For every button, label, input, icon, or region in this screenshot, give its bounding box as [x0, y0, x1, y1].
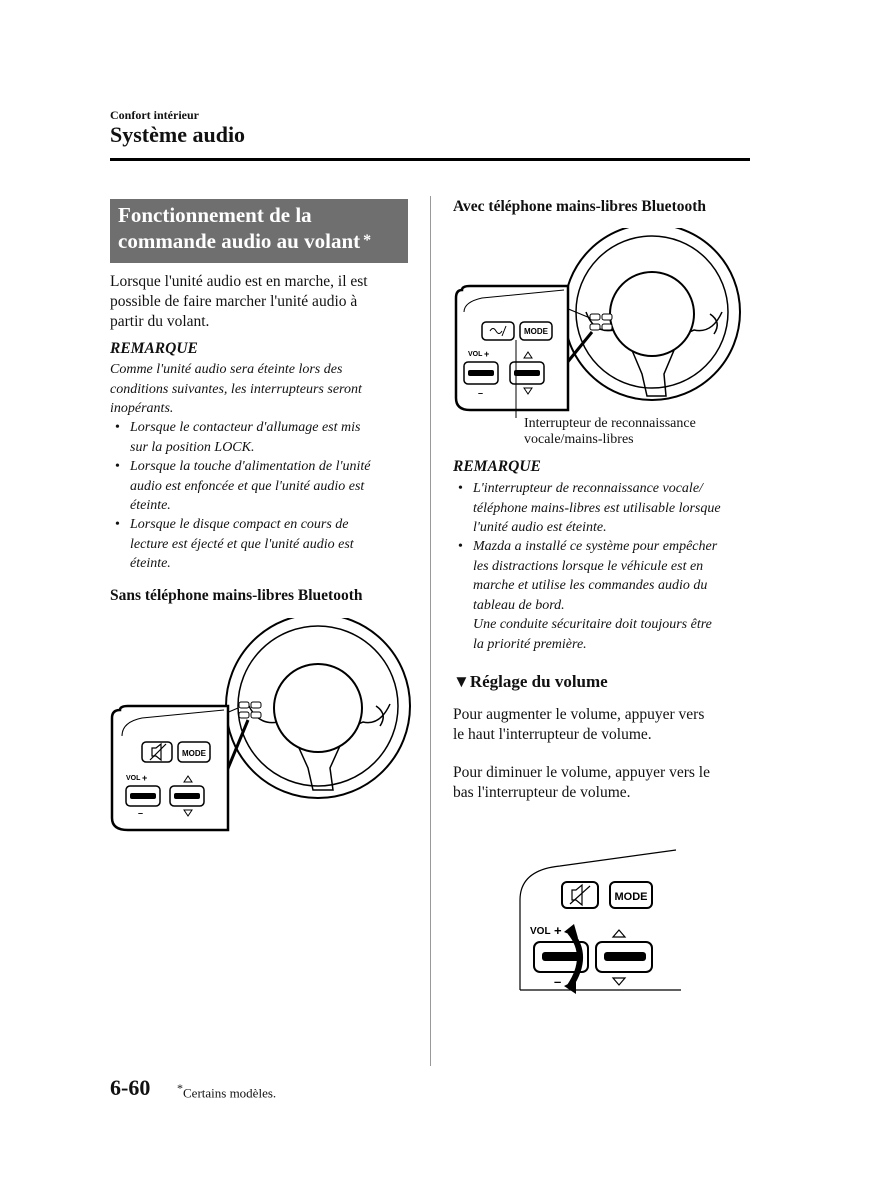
mode-label: MODE [614, 891, 648, 903]
bullet-line: • Lorsque la touche d'alimentation de l'unité [130, 459, 371, 474]
bullet-line: éteinte. [130, 556, 171, 571]
mode-label: MODE [524, 327, 548, 336]
bullet-line: • L'interrupteur de reconnaissance vocale/ [473, 481, 703, 496]
bullet-line: marche et utilise les commandes audio du [473, 578, 708, 593]
footnote-star: * [177, 1081, 183, 1095]
bullet-line: • Lorsque le disque compact en cours de [130, 517, 349, 532]
bullet-line: • Lorsque le contacteur d'allumage est mis [130, 420, 361, 435]
bullet-line: la priorité première. [473, 636, 587, 652]
footnote-text: Certains modèles. [183, 1085, 277, 1101]
intro-line: partir du volant. [110, 313, 210, 330]
volume-up-paragraph [453, 705, 753, 745]
page-title: Système audio [110, 122, 246, 147]
switch-panel-inset [112, 706, 228, 830]
note-text [110, 360, 420, 419]
note-line: conditions suivantes, les interrupteurs seront [110, 381, 362, 397]
caption-line: vocale/mains-libres [524, 432, 634, 447]
bullet-line: sur la position LOCK. [130, 439, 255, 455]
vol-plus-label: + [142, 773, 148, 783]
switch-panel-inset [456, 286, 568, 410]
paragraph-line: Pour diminuer le volume, appuyer vers le [453, 764, 710, 781]
vol-plus-label: + [484, 349, 490, 359]
bullet-line: • Mazda a installé ce système pour empêcher [473, 539, 718, 554]
section-heading-line2-text: commande audio au volant [118, 229, 361, 253]
subheading-bluetooth: Avec téléphone mains-libres Bluetooth [453, 198, 707, 215]
footer-footnote [177, 1081, 276, 1101]
steering-wheel-bluetooth-illustration [452, 228, 752, 418]
bullet-line: tableau de bord. [473, 597, 565, 613]
steering-wheel-illustration [108, 618, 418, 838]
note-title: REMARQUE [453, 458, 541, 475]
intro-line: Lorsque l'unité audio est en marche, il est [110, 273, 368, 290]
note-bullet [130, 418, 420, 457]
volume-down-paragraph [453, 763, 753, 803]
vol-minus-label: – [554, 974, 562, 989]
note-bullet [473, 537, 758, 654]
wheel-hub [274, 664, 362, 752]
vol-minus-label: – [478, 388, 484, 398]
down-arrow-icon [613, 978, 625, 985]
paragraph-line: le haut l'interrupteur de volume. [453, 726, 652, 743]
talk-button[interactable] [482, 322, 514, 340]
page-number: 6-60 [110, 1075, 151, 1100]
vol-label: VOL [468, 351, 483, 358]
section-heading-line2 [118, 228, 400, 254]
intro-line: possible de faire marcher l'unité audio à [110, 293, 358, 310]
bullet-line: éteinte. [130, 498, 171, 513]
note-bullet [130, 515, 420, 574]
mute-button[interactable] [142, 742, 172, 762]
caption-line: Interrupteur de reconnaissance [524, 416, 696, 431]
bullet-line: lecture est éjecté et que l'unité audio est [130, 536, 354, 552]
vol-label: VOL [530, 926, 551, 937]
bullet-line: l'unité audio est éteinte. [473, 520, 607, 535]
subheading-no-bluetooth: Sans téléphone mains-libres Bluetooth [110, 587, 363, 604]
callout-caption [524, 416, 696, 448]
bullet-line: téléphone mains-libres est utilisable lorsque [473, 500, 721, 516]
paragraph-line: Pour augmenter le volume, appuyer vers [453, 706, 705, 723]
volume-switch-closeup [516, 848, 686, 998]
header-rule [110, 158, 750, 161]
paragraph-line: bas l'interrupteur de volume. [453, 784, 631, 801]
section-heading [110, 199, 408, 263]
volume-heading: ▼Réglage du volume [453, 672, 608, 691]
bullet-line: audio est enfoncée et que l'unité audio est [130, 478, 365, 494]
mode-label: MODE [182, 749, 206, 758]
bullet-line: les distractions lorsque le véhicule est en [473, 558, 704, 574]
section-heading-line1: Fonctionnement de la [118, 203, 312, 227]
vol-label: VOL [126, 775, 141, 782]
asterisk-mark: * [363, 232, 372, 249]
note-bullet [473, 479, 758, 538]
vol-minus-label: – [138, 808, 144, 818]
note-line: inopérants. [110, 401, 174, 416]
bullet-line: Une conduite sécuritaire doit toujours être [473, 617, 712, 632]
intro-paragraph [110, 272, 420, 332]
note-title: REMARQUE [110, 340, 198, 357]
up-arrow-icon [613, 930, 625, 937]
section-label: Confort intérieur [110, 108, 199, 122]
note-line: Comme l'unité audio sera éteinte lors des [110, 362, 343, 377]
note-bullet [130, 457, 420, 516]
vol-plus-label: + [554, 923, 562, 938]
wheel-hub [610, 272, 694, 356]
column-divider [430, 196, 431, 1066]
